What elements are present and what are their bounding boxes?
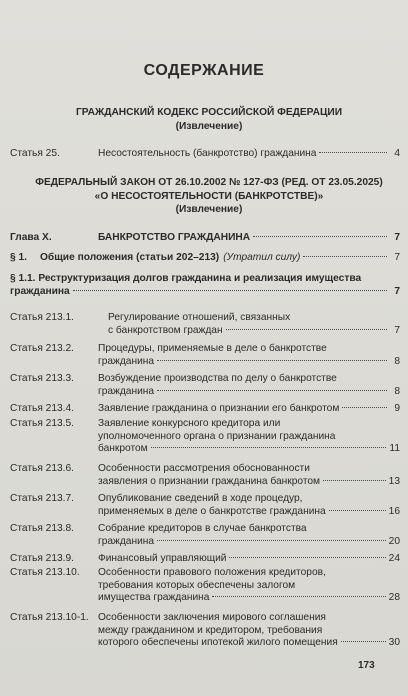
page-ref: 11 xyxy=(389,443,400,455)
dot-leader xyxy=(341,641,386,642)
article-title-line: Особенности правового положения кредиторов, xyxy=(98,567,326,578)
page-number: 173 xyxy=(358,660,375,671)
page-title: СОДЕРЖАНИЕ xyxy=(143,62,265,79)
page-ref: 9 xyxy=(394,403,400,414)
paragraph-1-1-title-line1: § 1.1. Реструктуризация долгов гражданина и реализация имущества xyxy=(10,273,362,284)
article-title-line: имущества гражданина xyxy=(98,592,210,604)
article-number: Статья 213.8. xyxy=(10,523,74,534)
article-number: Статья 213.1. xyxy=(10,312,74,323)
federal-law-extract-note: (Извлечение) xyxy=(175,204,243,215)
toc-entry-paragraph-1-1[interactable] xyxy=(10,273,400,298)
page-ref: 30 xyxy=(388,637,400,649)
page-ref: 20 xyxy=(388,535,400,547)
article-title-line: которого обеспечены ипотекой жилого помещения xyxy=(98,637,338,649)
paragraph-1-1-title-line2: гражданина xyxy=(10,285,70,297)
page-ref: 8 xyxy=(394,385,400,397)
civil-code-heading xyxy=(20,106,398,133)
chapter-label: Глава X. xyxy=(10,232,52,243)
dot-leader xyxy=(157,540,386,541)
article-title-line: Заявление конкурсного кредитора или xyxy=(98,418,281,429)
civil-code-title: ГРАЖДАНСКИЙ КОДЕКС РОССИЙСКОЙ ФЕДЕРАЦИИ xyxy=(75,107,343,118)
article-number: Статья 25. xyxy=(10,148,60,159)
article-title-line: гражданина xyxy=(98,535,155,547)
article-number: Статья 213.10-1. xyxy=(10,612,89,623)
page-ref: 13 xyxy=(388,475,400,487)
article-title-line: Особенности рассмотрения обоснованности xyxy=(98,463,310,474)
dot-leader xyxy=(151,447,387,448)
chapter-title: БАНКРОТСТВО ГРАЖДАНИНА xyxy=(98,232,251,243)
civil-code-extract-note: (Извлечение) xyxy=(175,120,243,132)
dot-leader xyxy=(212,596,385,597)
article-number: Статья 213.10. xyxy=(10,567,80,578)
federal-law-title-line1: ФЕДЕРАЛЬНЫЙ ЗАКОН ОТ 26.10.2002 № 127-ФЗ (РЕД. ОТ 23.05.2025) xyxy=(35,177,383,188)
article-title-line: требования которых обеспечены залогом xyxy=(98,579,296,591)
dot-leader xyxy=(73,290,387,291)
page-ref: 4 xyxy=(394,148,400,159)
page-ref: 7 xyxy=(394,232,400,243)
page-ref: 24 xyxy=(388,553,400,564)
federal-law-title-line2: «О НЕСОСТОЯТЕЛЬНОСТИ (БАНКРОТСТВЕ)» xyxy=(94,190,324,202)
article-number: Статья 213.6. xyxy=(10,463,74,474)
paragraph-title: Общие положения (статьи 202–213) xyxy=(40,252,220,263)
dot-leader xyxy=(319,152,387,153)
dot-leader xyxy=(253,236,387,237)
article-title-line: между гражданином и кредитором, требования xyxy=(98,624,323,636)
dot-leader xyxy=(229,557,385,558)
article-title-line: с банкротством граждан xyxy=(108,324,223,336)
dot-leader xyxy=(157,390,387,391)
article-title-line: Заявление гражданина о признании его банкротом xyxy=(98,403,340,414)
paragraph-label: § 1. xyxy=(10,252,27,263)
article-title-line: Регулирование отношений, связанных xyxy=(108,312,291,323)
article-title-line: уполномоченного органа о признании гражданина xyxy=(98,430,336,442)
page-ref: 7 xyxy=(394,285,400,297)
dot-leader xyxy=(342,407,387,408)
page-ref: 7 xyxy=(394,324,400,336)
federal-law-heading xyxy=(20,176,398,217)
article-title-line: заявления о признании гражданина банкротом xyxy=(98,475,321,487)
article-title: Несостоятельность (банкротство) гражданина xyxy=(98,148,317,159)
dot-leader xyxy=(303,256,387,257)
article-number: Статья 213.7. xyxy=(10,493,74,504)
article-title-line: Финансовый управляющий xyxy=(98,553,227,564)
dot-leader xyxy=(157,360,387,361)
article-title-line: Опубликование сведений в ходе процедур, xyxy=(98,493,303,504)
article-number: Статья 213.3. xyxy=(10,373,74,384)
page-ref: 28 xyxy=(388,592,400,604)
article-number: Статья 213.5. xyxy=(10,418,74,429)
article-title-line: Особенности заключения мирового соглашения xyxy=(98,612,326,623)
article-title-line: гражданина xyxy=(98,385,155,397)
repealed-note: (Утратил силу) xyxy=(223,252,301,263)
article-number: Статья 213.2. xyxy=(10,343,74,354)
page-ref: 16 xyxy=(388,505,400,517)
dot-leader xyxy=(329,510,386,511)
article-title-line: Процедуры, применяемые в деле о банкротстве xyxy=(98,343,327,354)
dot-leader xyxy=(226,329,387,330)
page-ref: 8 xyxy=(394,355,400,367)
dot-leader xyxy=(323,480,386,481)
article-number: Статья 213.9. xyxy=(10,553,74,564)
article-number: Статья 213.4. xyxy=(10,403,74,414)
article-title-line: банкротом xyxy=(98,443,148,455)
article-title-line: Возбуждение производства по делу о банкротстве xyxy=(98,373,337,384)
article-title-line: применяемых в деле о банкротстве гражданина xyxy=(98,505,326,517)
page-ref: 7 xyxy=(394,252,400,263)
article-title-line: Собрание кредиторов в случае банкротства xyxy=(98,523,307,534)
article-title-line: гражданина xyxy=(98,355,155,367)
